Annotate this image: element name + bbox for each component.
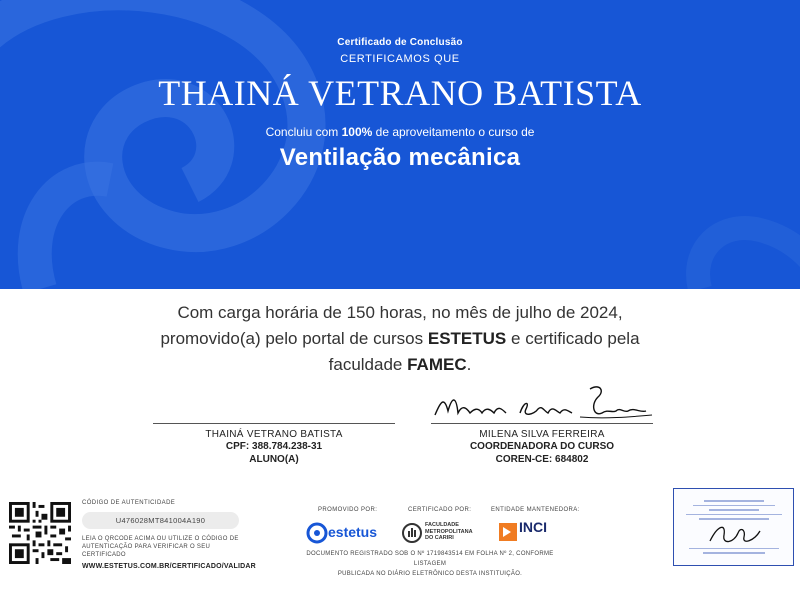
- student-signature-block: [153, 423, 395, 466]
- signature-line: [153, 423, 395, 424]
- student-name: THAINÁ VETRANO BATISTA: [158, 73, 642, 113]
- coordinator-signature-block: [431, 423, 653, 466]
- faculty-name: FAMEC: [407, 355, 467, 374]
- promoted-by-label: PROMOVIDO POR:: [318, 507, 378, 513]
- coordinator-signature: [430, 383, 655, 425]
- signature-line: [431, 423, 653, 424]
- validation-url-link[interactable]: WWW.ESTETUS.COM.BR/CERTIFICADO/VALIDAR: [82, 563, 256, 570]
- certified-by-label: CERTIFICADO POR:: [408, 507, 472, 513]
- inci-logo-text: INCI: [519, 519, 547, 535]
- body-line-3-suffix: .: [466, 355, 472, 374]
- authentication-code[interactable]: U476028MT841004A190: [82, 512, 239, 529]
- body-line-2-suffix: e certificado pela: [511, 329, 640, 348]
- student-cpf: CPF: 388.784.238-31: [225, 441, 323, 452]
- authentication-label: CÓDIGO DE AUTENTICIDADE: [82, 500, 176, 506]
- completion-statement: [0, 125, 800, 139]
- completion-suffix: de aproveitamento o curso de: [375, 125, 535, 139]
- body-line-3-prefix: faculdade: [328, 355, 403, 374]
- authentication-block: [82, 500, 282, 570]
- body-line-3: [0, 352, 800, 378]
- coordinator-role: COORDENADORA DO CURSO: [469, 441, 615, 452]
- estetus-logo-text: estetus: [328, 524, 378, 540]
- coordinator-coren: COREN-CE: 684802: [495, 454, 589, 465]
- certificate-header: [0, 0, 800, 289]
- body-line-2: [0, 326, 800, 352]
- completion-prefix: Concluiu com: [265, 125, 339, 139]
- coordinator-name: MILENA SILVA FERREIRA: [479, 429, 605, 440]
- student-role: ALUNO(A): [249, 454, 299, 465]
- student-signature-name: THAINÁ VETRANO BATISTA: [205, 429, 343, 440]
- certificate-body: [0, 300, 800, 378]
- registration-line-1: DOCUMENTO REGISTRADO SOB O Nº 1719843514 EM FOLHA Nº 2, CONFORME LISTAGEM: [306, 551, 554, 567]
- certificate-type-label: Certificado de Conclusão: [337, 37, 463, 48]
- stamp-signature: [704, 519, 764, 549]
- certify-text: CERTIFICAMOS QUE: [340, 53, 460, 65]
- portal-name: ESTETUS: [427, 329, 507, 348]
- qr-code-icon[interactable]: [9, 502, 71, 564]
- body-line-1: Com carga horária de 150 horas, no mês de julho de 2024,: [177, 303, 623, 322]
- body-line-2-prefix: promovido(a) pelo portal de cursos: [160, 329, 424, 348]
- registration-line-2: PUBLICADA NO DIÁRIO ELETRÔNICO DESTA INSTITUIÇÃO.: [337, 571, 523, 577]
- famec-logo-text: FACULDADE METROPOLITANA DO CARIRI: [425, 522, 473, 541]
- registration-note: [300, 549, 560, 579]
- course-name: Ventilação mecânica: [279, 144, 521, 171]
- completion-percent: 100%: [341, 125, 373, 139]
- maintainer-label: ENTIDADE MANTENEDORA:: [491, 507, 580, 513]
- official-stamp: [673, 488, 794, 566]
- authentication-help: LEIA O QRCODE ACIMA OU UTILIZE O CÓDIGO DE AUTENTICAÇÃO PARA VERIFICAR O SEU CERTIFICADO: [82, 536, 239, 558]
